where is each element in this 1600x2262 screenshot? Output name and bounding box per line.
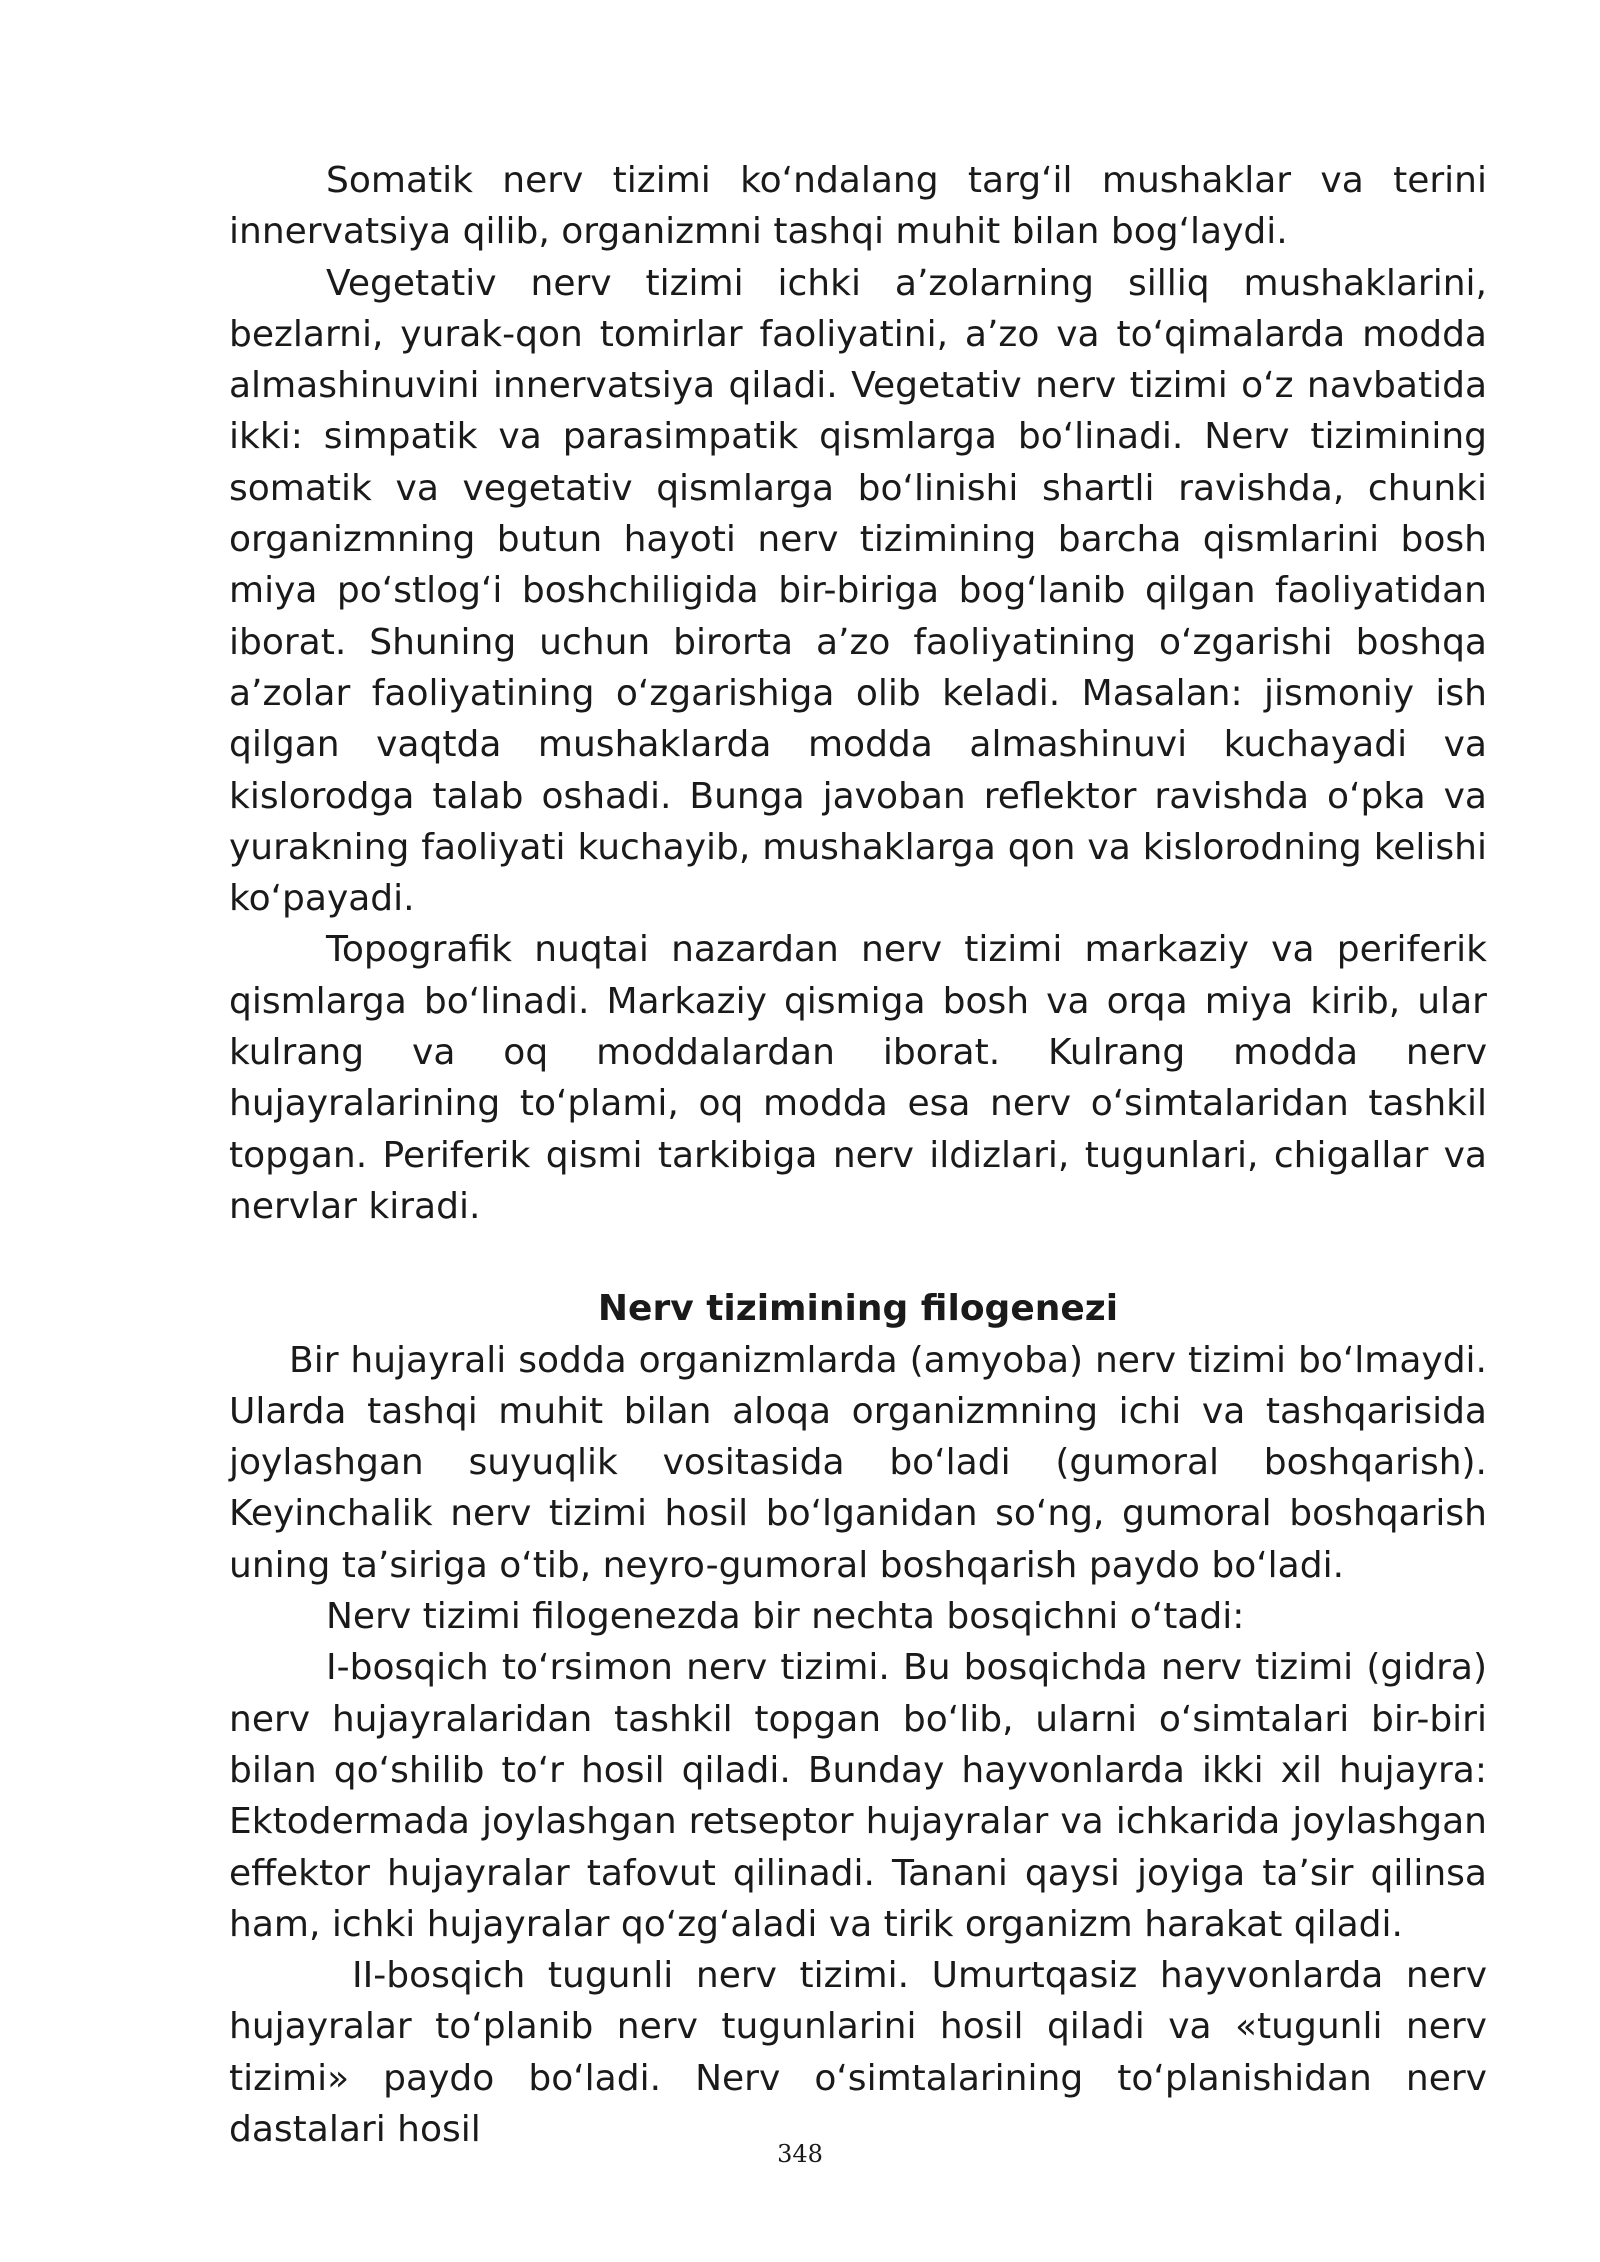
- paragraph-vegetative: Vegetativ nerv tizimi ichki a’zolarning silliq mushaklarini, bezlarni, yurak-qon tomirlar faoliyatini, a’zo va to‘qimalarda modda almashinuvini innervatsiya qiladi. Vegetativ nerv tizimi o‘z navbatida ikki: simpatik va parasimpatik qismlarga bo‘linadi. Nerv tizimining somatik va vegetativ qismlarga bo‘linishi shartli ravishda, chunki organizmning butun hayoti nerv tizimining barcha qismlarini bosh miya po‘stlog‘i boshchiligida bir-biriga bog‘lanib qilgan faoliyatidan iborat. Shuning uchun birorta a’zo faoliyatining o‘zgarishi boshqa a’zolar faoliyatining o‘zgarishiga olib keladi. Masalan: jismoniy ish qilgan vaqtda mushaklarda modda almashinuvi kuchayadi va kislorodga talab oshadi. Bunga javoban reflektor ravishda o‘pka va yurakning faoliyati kuchayib, mushaklarga qon va kislorodning kelishi ko‘payadi.: [229, 262, 1487, 920]
- section-heading: Nerv tizimining filogenezi: [597, 1288, 1119, 1330]
- paragraph-topographic: Topografik nuqtai nazardan nerv tizimi markaziy va periferik qismlarga bo‘linadi. Markaziy qismiga bosh va orqa miya kirib, ular kulrang va oq moddalardan iborat. Kulrang modda nerv hujayralarining to‘plami, oq modda esa nerv o‘simtalaridan tashkil topgan. Periferik qismi tarkibiga nerv ildizlari, tugunlari, chigallar va nervlar kiradi.: [229, 929, 1487, 1227]
- paragraph-somatic: Somatik nerv tizimi ko‘ndalang targ‘il mushaklar va terini innervatsiya qilib, organizmni tashqi muhit bilan bog‘laydi.: [229, 160, 1487, 253]
- paragraph-stage-two: II-bosqich tugunli nerv tizimi. Umurtqasiz hayvonlarda nerv hujayralar to‘planib nerv tugunlarini hosil qiladi va «tugunli nerv tizimi» paydo bo‘ladi. Nerv o‘simtalarining to‘planishidan nerv dastalari hosil: [229, 1955, 1487, 2150]
- paragraph-stage-one: I-bosqich to‘rsimon nerv tizimi. Bu bosqichda nerv tizimi (gidra) nerv hujayralaridan tashkil topgan bo‘lib, ularni o‘simtalari bir-biri bilan qo‘shilib to‘r hosil qiladi. Bunday hayvonlarda ikki xil hujayra: Ektodermada joylashgan retseptor hujayralar va ichkarida joylashgan effektor hujayralar tafovut qilinadi. Tanani qaysi joyiga ta’sir qilinsa ham, ichki hujayralar qo‘zg‘aladi va tirik organizm harakat qiladi.: [229, 1647, 1487, 1945]
- paragraph-stages-intro: Nerv tizimi filogenezda bir nechta bosqichni o‘tadi:: [326, 1596, 1245, 1638]
- page-number: 348: [777, 2140, 823, 2168]
- paragraph-unicellular: Bir hujayrali sodda organizmlarda (amyoba) nerv tizimi bo‘lmaydi. Ularda tashqi muhit bilan aloqa organizmning ichi va tashqarisida joylashgan suyuqlik vositasida bo‘ladi (gumoral boshqarish). Keyinchalik nerv tizimi hosil bo‘lganidan so‘ng, gumoral boshqarish uning ta’siriga o‘tib, neyro-gumoral boshqarish paydo bo‘ladi.: [229, 1339, 1487, 1586]
- page-body: [229, 155, 1487, 2155]
